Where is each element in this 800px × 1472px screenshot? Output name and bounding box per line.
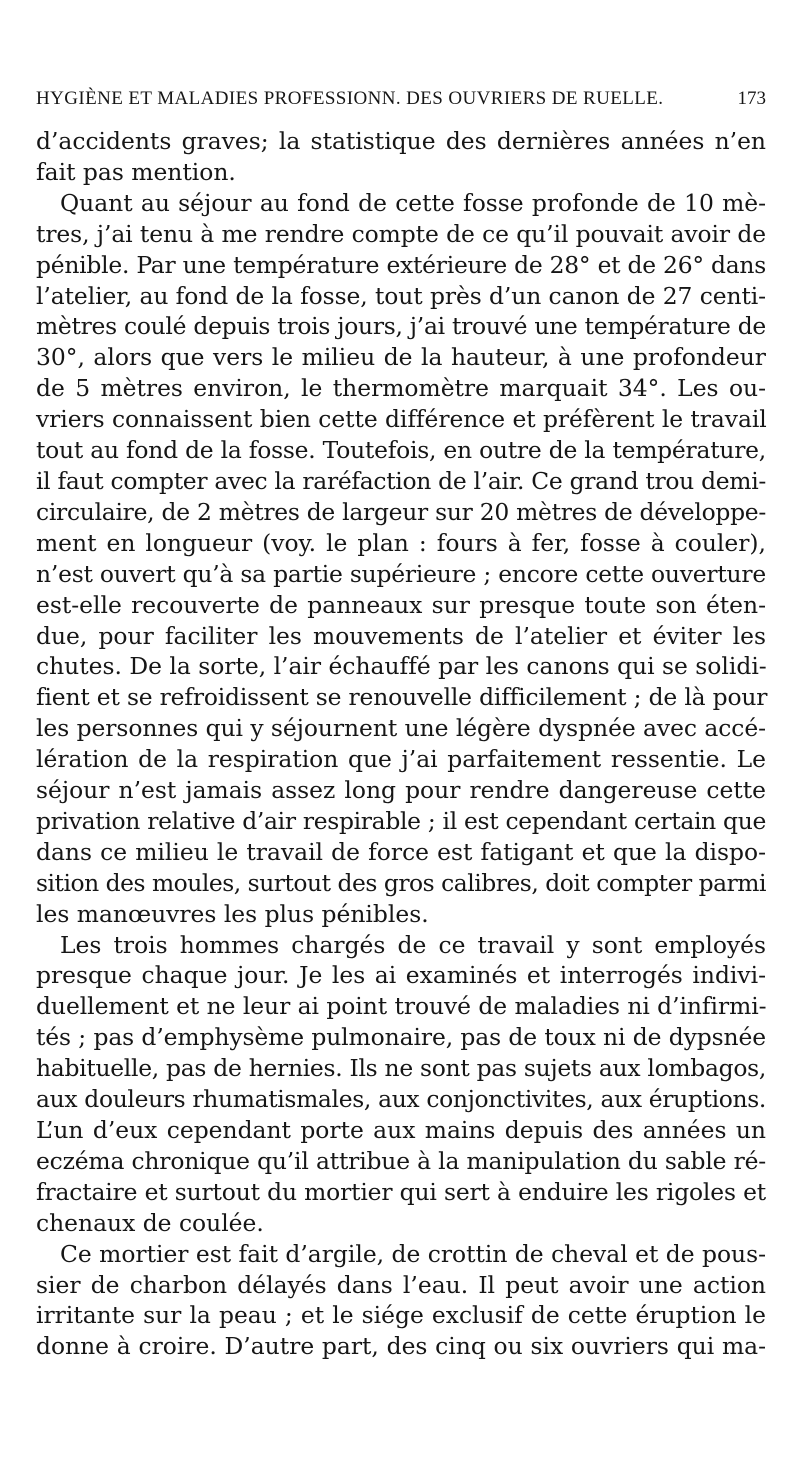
- text-line: mètres coulé depuis trois jours, j’ai trouvé une température de: [36, 312, 766, 341]
- text-line: duellement et ne leur ai point trouvé de maladies ni d’infirmi-: [36, 992, 767, 1021]
- text-line: vriers connaissent bien cette différence et préfèrent le travail: [36, 405, 767, 434]
- text-line: l’atelier, au fond de la fosse, tout près d’un canon de 27 centi-: [36, 281, 766, 310]
- text-line: les personnes qui y séjournent une légère dyspnée avec accé-: [36, 714, 766, 743]
- text-line: eczéma chronique qu’il attribue à la manipulation du sable ré-: [36, 1146, 766, 1175]
- text-line: sition des moules, surtout des gros calibres, doit compter parmi: [36, 868, 766, 897]
- text-line: donne à croire. D’autre part, des cinq ou six ouvriers qui ma-: [36, 1332, 766, 1361]
- text-line: lération de la respiration que j’ai parfaitement ressentie. Le: [36, 745, 766, 774]
- text-line: n’est ouvert qu’à sa partie supérieure ; encore cette ouverture: [36, 559, 766, 588]
- text-line: 30°, alors que vers le milieu de la hauteur, à une profondeur: [36, 343, 766, 372]
- text-line: fient et se refroidissent se renouvelle difficilement ; de là pour: [36, 683, 768, 712]
- text-line: il faut compter avec la raréfaction de l’air. Ce grand trou demi-: [36, 466, 766, 495]
- running-header: [36, 88, 766, 110]
- text-line: dans ce milieu le travail de force est fatigant et que la dispo-: [36, 837, 766, 866]
- text-line: circulaire, de 2 mètres de largeur sur 20 mètres de développe-: [36, 497, 766, 526]
- text-line: presque chaque jour. Je les ai examinés et interrogés indivi-: [36, 961, 766, 990]
- text-line: d’accidents graves; la statistique des dernières années n’en: [36, 127, 766, 155]
- body-text: [36, 126, 766, 1362]
- text-line: séjour n’est jamais assez long pour rendre dangereuse cette: [36, 776, 766, 805]
- text-line: Ce mortier est fait d’argile, de crottin de cheval et de pous-: [60, 1239, 766, 1268]
- text-line: habituelle, pas de hernies. Ils ne sont pas sujets aux lombagos,: [36, 1054, 766, 1083]
- text-line: fait pas mention.: [36, 157, 236, 186]
- page-number: 173: [737, 88, 766, 109]
- text-line: de 5 mètres environ, le thermomètre marquait 34°. Les ou-: [36, 374, 766, 403]
- text-line: les manœuvres les plus pénibles.: [36, 899, 429, 928]
- text-line: Les trois hommes chargés de ce travail y sont employés: [60, 930, 766, 959]
- text-line: sier de charbon délayés dans l’eau. Il peut avoir une action: [36, 1270, 766, 1299]
- text-line: L’un d’eux cependant porte aux mains depuis des années un: [36, 1116, 766, 1144]
- text-line: est-elle recouverte de panneaux sur presque toute son éten-: [36, 590, 766, 619]
- text-line: Quant au séjour au fond de cette fosse profonde de 10 mè-: [60, 188, 766, 217]
- text-line: aux douleurs rhumatismales, aux conjonctivites, aux éruptions.: [36, 1085, 766, 1114]
- text-line: chenaux de coulée.: [36, 1208, 264, 1237]
- text-line: chutes. De la sorte, l’air échauffé par les canons qui se solidi-: [36, 652, 767, 681]
- text-line: tés ; pas d’emphysème pulmonaire, pas de toux ni de dypsnée: [36, 1023, 766, 1052]
- text-line: ment en longueur (voy. le plan : fours à fer, fosse à couler),: [36, 528, 766, 557]
- text-line: due, pour faciliter les mouvements de l’atelier et éviter les: [36, 621, 766, 650]
- running-title: HYGIÈNE ET MALADIES PROFESSIONN. DES OUVRIERS DE RUELLE.: [36, 88, 664, 109]
- text-line: fractaire et surtout du mortier qui sert à enduire les rigoles et: [36, 1177, 766, 1206]
- text-line: tres, j’ai tenu à me rendre compte de ce qu’il pouvait avoir de: [36, 219, 766, 248]
- text-line: irritante sur la peau ; et le siége exclusif de cette éruption le: [36, 1301, 766, 1330]
- text-line: privation relative d’air respirable ; il est cependant certain que: [36, 806, 766, 835]
- text-line: pénible. Par une température extérieure de 28° et de 26° dans: [36, 250, 766, 279]
- text-line: tout au fond de la fosse. Toutefois, en outre de la température,: [36, 436, 766, 465]
